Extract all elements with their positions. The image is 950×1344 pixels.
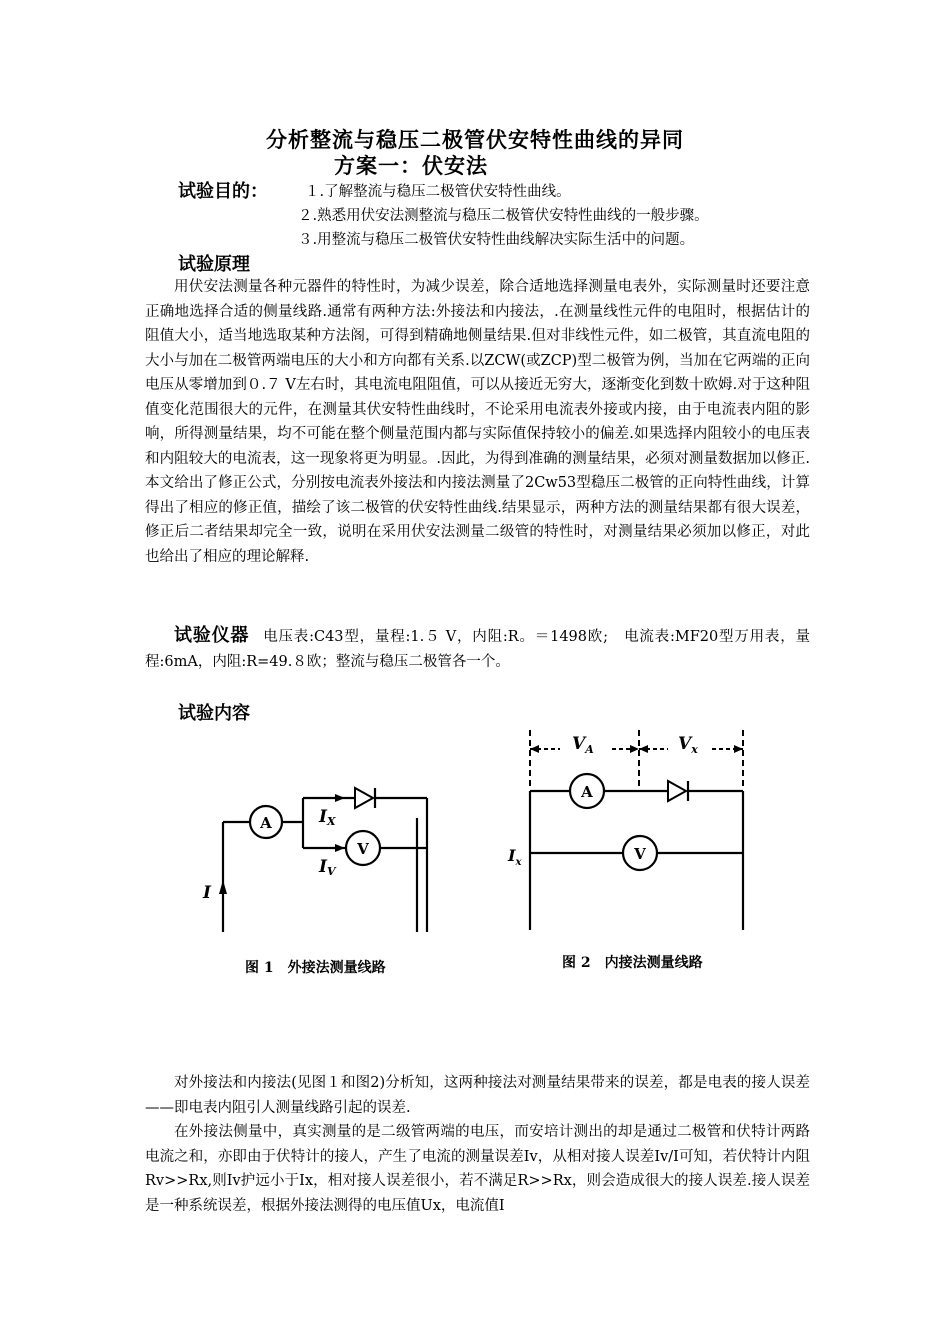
purpose-item-3: ３.用整流与稳压二极管伏安特性曲线解决实际生活中的问题。 [298, 232, 695, 248]
figure-2-caption: 图 2 内接法测量线路 [562, 955, 703, 971]
fig2-vx-label: $V_x$ [678, 734, 698, 756]
fig2-va-label: $V_A$ [572, 734, 594, 756]
purpose-item-2: ２.熟悉用伏安法测整流与稳压二极管伏安特性曲线的一般步骤。 [298, 208, 709, 224]
fig1-ix-label: IX [319, 807, 336, 828]
fig1-ammeter-label: A [260, 814, 272, 832]
principle-heading: 试验原理 [178, 254, 250, 275]
figure-1-caption: 图 1 外接法测量线路 [245, 960, 386, 976]
document-subtitle: 方案一：伏安法 [334, 153, 488, 178]
fig2-voltmeter-label: V [634, 845, 646, 863]
content-heading: 试验内容 [178, 703, 250, 724]
fig1-voltmeter-label: V [357, 840, 369, 858]
figure-1-circuit [195, 770, 445, 940]
fig2-ammeter-label: A [581, 783, 593, 801]
purpose-item-1: １.了解整流与稳压二极管伏安特性曲线。 [305, 184, 571, 200]
document-title: 分析整流与稳压二极管伏安特性曲线的异同 [266, 127, 684, 152]
instruments-heading: 试验仪器 [174, 625, 250, 646]
purpose-heading: 试验目的： [178, 181, 268, 202]
instruments-paragraph [145, 624, 810, 674]
instruments-text: 电压表:C43型，量程:1.５ V，内阻:R。＝1498欧; 电流表:MF20型万用表，量程:6mA，内阻:R=49.８欧；整流与稳压二极管各一个。 [145, 629, 811, 670]
analysis-paragraph-2: 在外接法侧量中，真实测量的是二级管两端的电压，而安培计测出的却是通过二极管和伏特计两路电流之和，亦即由于伏特计的接人，产生了电流的测量误差Iv，从相对接人误差Iv/I可知，若伏特计内阻Rv>>Rx,则Iv护远小于Ix，相对接人误差很小，若不满足R>>Rx，则会造成很大的接人误差.接人误差是一种系统误差，根据外接法测得的电压值Ux，电流值I [145, 1124, 810, 1214]
figure-2-circuit [500, 725, 760, 940]
fig1-iv-label: IV [319, 857, 336, 878]
fig1-i-label: I [203, 883, 211, 903]
principle-paragraph [145, 275, 810, 569]
fig2-ix-label: $I_x$ [508, 846, 522, 868]
analysis-section [145, 1071, 810, 1218]
analysis-paragraph-1: 对外接法和内接法(见图１和图2)分析知，这两种接法对测量结果带来的误差，都是电表的接人误差——即电表内阻引人测量线路引起的误差. [145, 1075, 810, 1116]
principle-text: 用伏安法测量各种元器件的特性时，为减少误差，除合适地选择测量电表外，实际测量时还要注意正确地选择合适的侧量线路.通常有两种方法:外接法和内接法，.在测量线性元件的电阻时，根据估计的阻值大小，适当地选取某种方法阁，可得到精确地侧量结果.但对非线性元件，如二极管，其直流电阻的大小与加在二极管两端电压的大小和方向都有关系.以ZCW(或ZCP)型二极管为例，当加在它两端的正向电压从零增加到０.７ V左右时，其电流电阻阻值，可以从接近无穷大，逐渐变化到数十欧姆.对于这种阻值变化范围很大的元件，在测量其伏安特性曲线时，不论采用电流表外接或内接，由于电流表内阻的影响，所得测量结果，均不可能在整个侧量范围内都与实际值保持较小的偏差.如果选择内阻较小的电压表和内阻较大的电流表，这一现象将更为明显。.因此，为得到准确的测量结果，必须对测量数据加以修正.本文给出了修正公式，分别按电流表外接法和内接法测量了2Cw53型稳压二极管的正向特性曲线，计算得出了相应的修正值，描绘了该二极管的伏安特性曲线.结果显示，两种方法的测量结果都有很大误差，修正后二者结果却完全一致，说明在采用伏安法测量二级管的特性时，对测量结果必须加以修正，对此也给出了相应的理论解释. [145, 279, 810, 565]
